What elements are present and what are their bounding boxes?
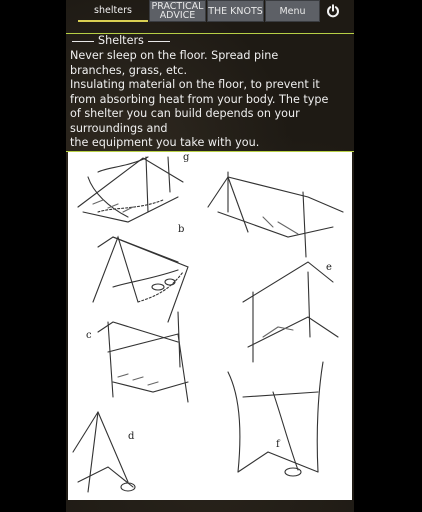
page-title: Shelters (98, 34, 144, 48)
section-title (70, 34, 350, 49)
tab-label: THE KNOTS (208, 5, 263, 17)
shelter-illustration (68, 152, 352, 500)
description-line: of shelter you can build depends on your (70, 107, 300, 120)
tab-label: shelters (94, 4, 132, 16)
description-line: Never sleep on the floor. Spread pine (70, 49, 279, 62)
figure-label-d: d (128, 431, 135, 442)
figure-label-b: b (178, 224, 185, 235)
tab-menu[interactable] (265, 0, 320, 22)
title-dash-left (72, 41, 94, 42)
top-navigation (66, 0, 354, 26)
description-line: branches, grass, etc. (70, 63, 188, 77)
description-line: Insulating material on the floor, to prevent it (70, 78, 320, 91)
app-screen (66, 0, 354, 512)
figure-label-c: c (86, 330, 92, 341)
power-button[interactable] (324, 2, 342, 20)
description-line: surroundings and (70, 121, 168, 135)
figure-label-g: g (183, 152, 190, 163)
tab-label: PRACTICAL ADVICE (151, 1, 204, 21)
tab-shelters[interactable] (78, 0, 148, 22)
tab-label: Menu (279, 5, 306, 17)
shelter-drawing (68, 152, 352, 500)
description (70, 49, 350, 151)
article (70, 34, 350, 151)
tab-practical-advice[interactable] (149, 0, 206, 22)
description-line: the equipment you take with you. (70, 136, 260, 149)
tab-the-knots[interactable] (207, 0, 264, 22)
title-dash-right (148, 41, 170, 42)
power-icon (326, 4, 340, 18)
description-line: from absorbing heat from your body. The type (70, 92, 329, 106)
figure-label-e: e (326, 262, 332, 273)
figure-label-f: f (276, 439, 280, 450)
